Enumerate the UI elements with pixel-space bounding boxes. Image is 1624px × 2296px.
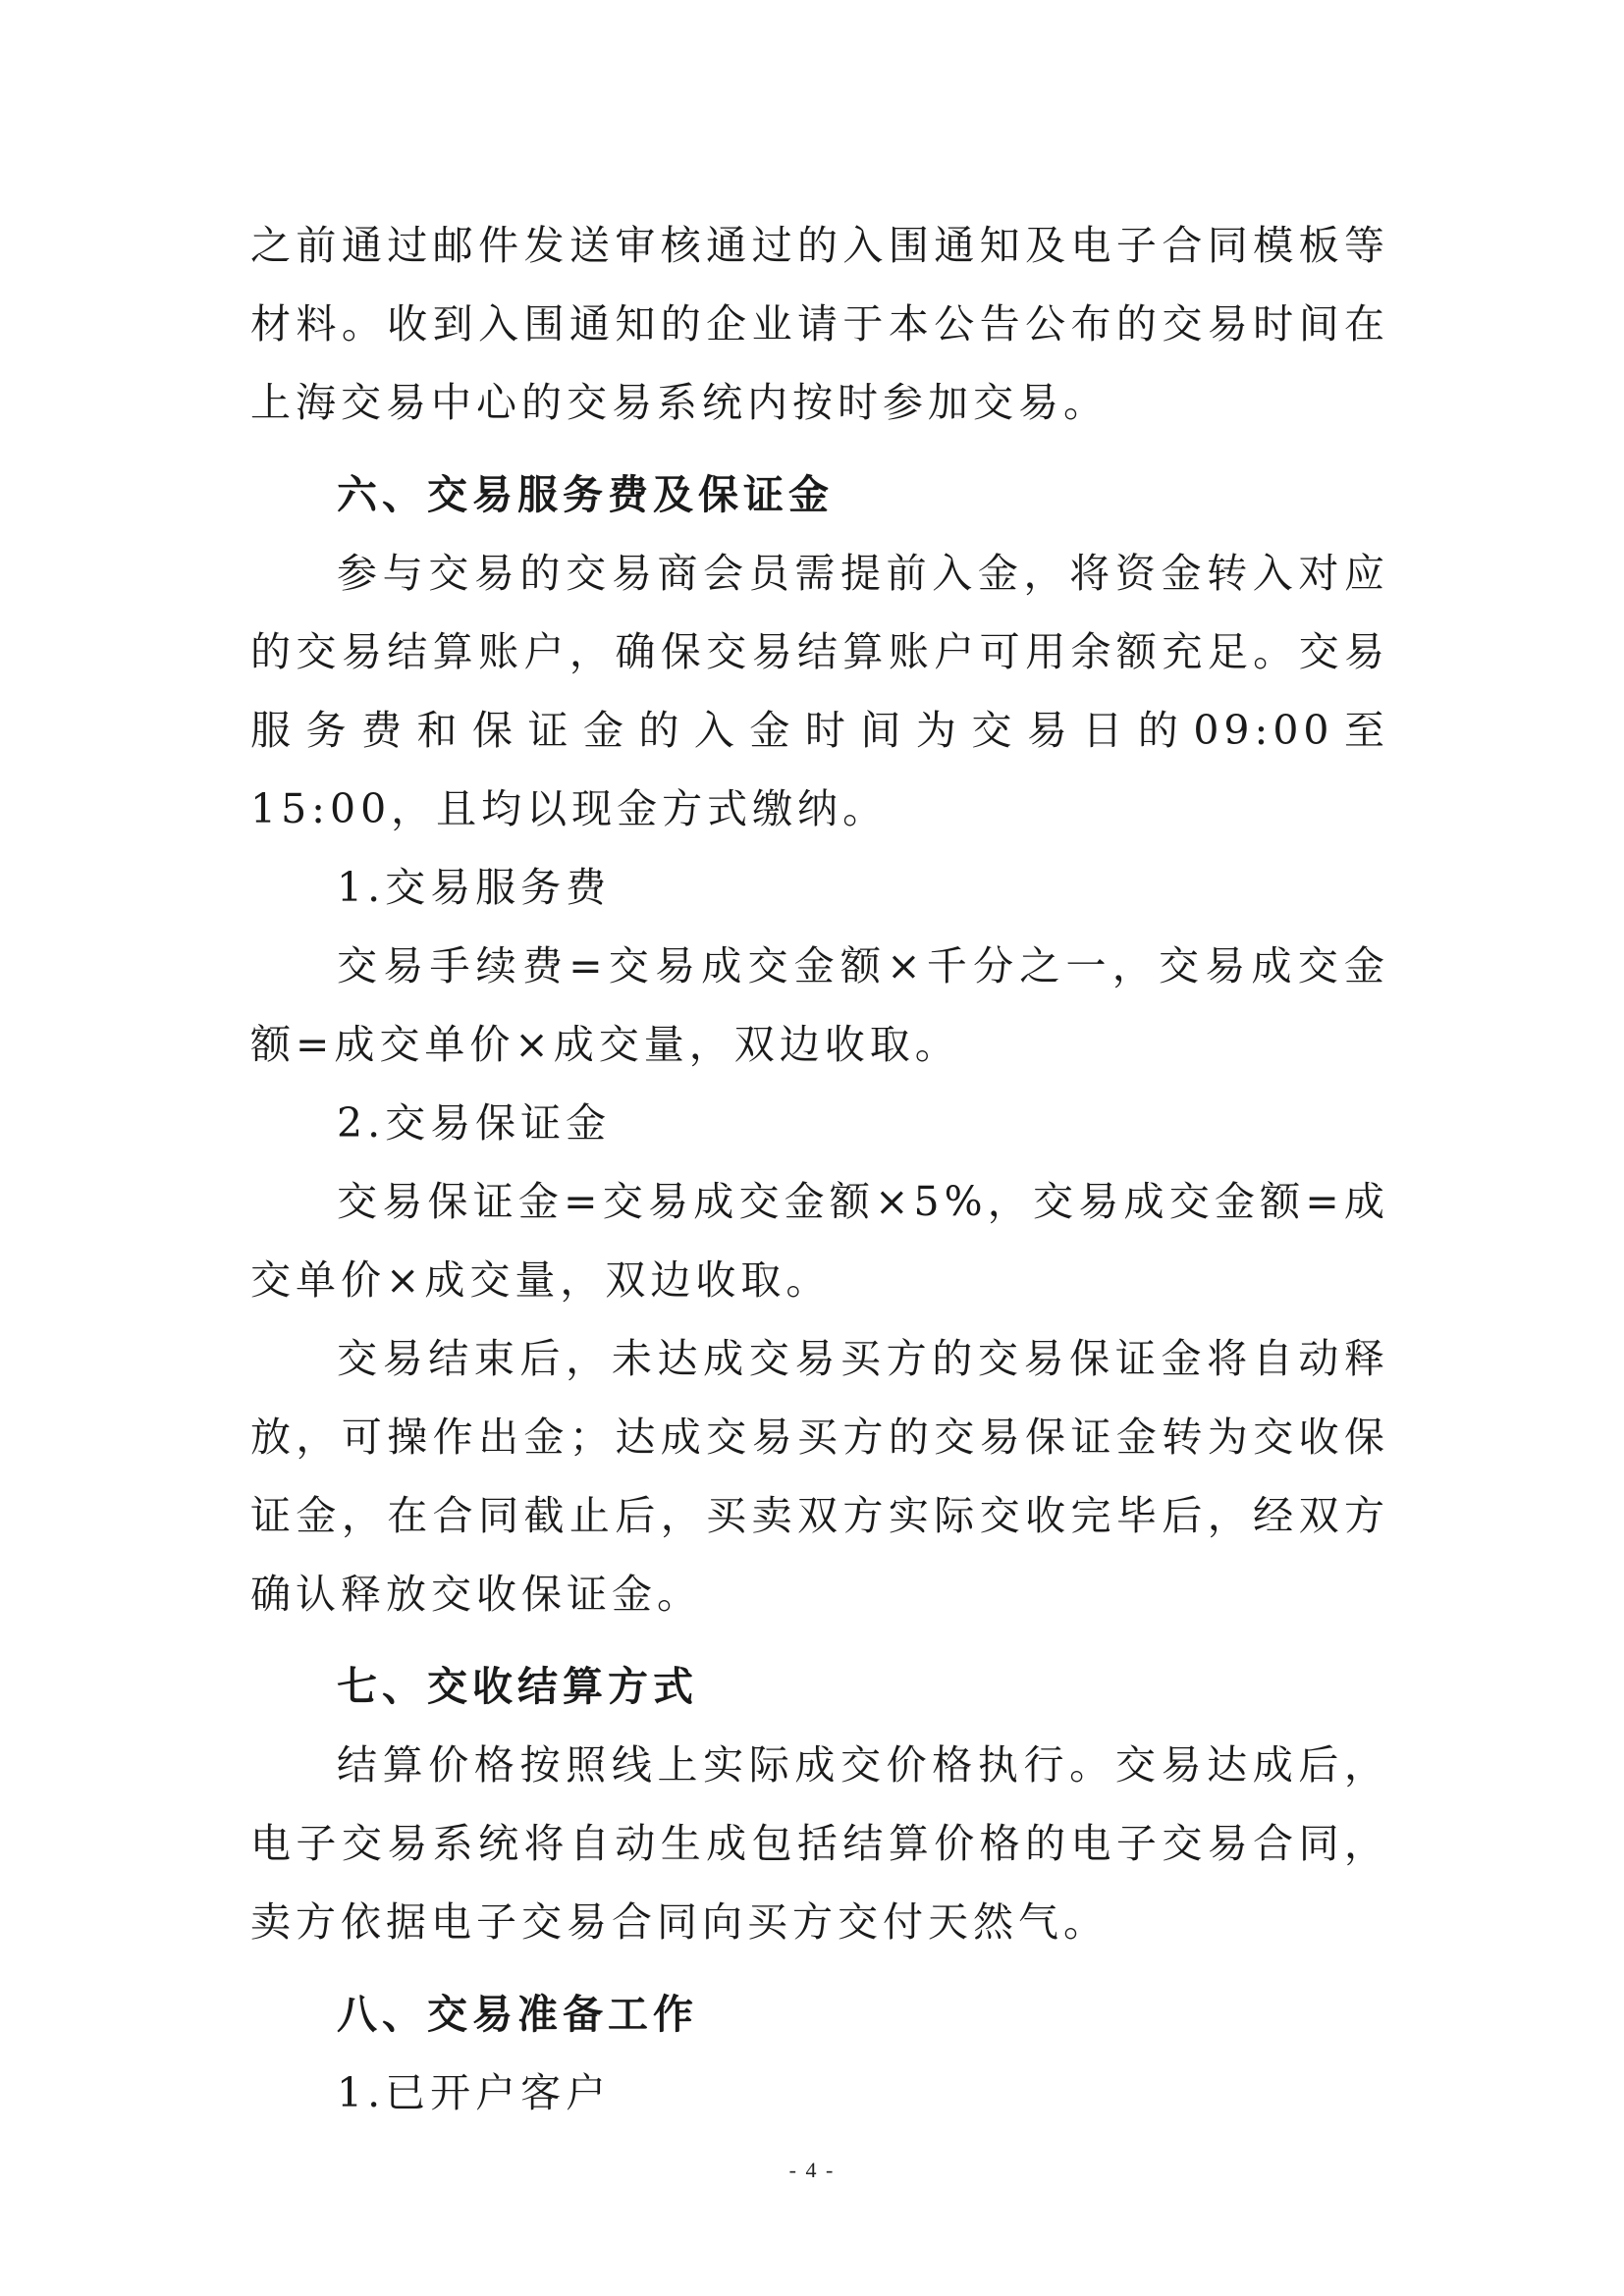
subheading-trading-deposit: 2.交易保证金 [337, 1099, 612, 1147]
paragraph-settlement-price: 结算价格按照线上实际成交价格执行。交易达成后，电子交易系统将自动生成包括结算价格的电子交易合同，卖方依据电子交易合同向买方交付天然气。 [250, 1741, 1389, 1946]
page-number: - 4 - [788, 2158, 836, 2182]
paragraph-notification-continued: 之前通过邮件发送审核通过的入围通知及电子合同模板等材料。收到入围通知的企业请于本公告公布的交易时间在上海交易中心的交易系统内按时参加交易。 [250, 222, 1389, 426]
subheading-service-fee: 1.交易服务费 [337, 864, 612, 911]
document-body [250, 206, 1389, 2132]
section-heading-settlement: 七、交收结算方式 [337, 1663, 698, 1710]
paragraph-deposit-formula: 交易保证金=交易成交金额×5%，交易成交金额=成交单价×成交量，双边收取。 [250, 1178, 1389, 1304]
paragraph-service-fee-formula: 交易手续费=交易成交金额×千分之一，交易成交金额=成交单价×成交量，双边收取。 [250, 942, 1389, 1068]
paragraph-deposit-release: 交易结束后，未达成交易买方的交易保证金将自动释放，可操作出金；达成交易买方的交易保证金转为交收保证金，在合同截止后，买卖双方实际交收完毕后，经双方确认释放交收保证金。 [250, 1335, 1389, 1618]
section-heading-service-fee-and-deposit: 六、交易服务费及保证金 [337, 471, 834, 518]
subheading-opened-accounts: 1.已开户客户 [337, 2069, 612, 2116]
section-heading-preparation: 八、交易准备工作 [337, 1991, 698, 2038]
paragraph-deposit-funds: 参与交易的交易商会员需提前入金，将资金转入对应的交易结算账户，确保交易结算账户可用余额充足。交易服务费和保证金的入金时间为交易日的09:00至15:00，且均以现金方式缴纳。 [250, 550, 1389, 832]
